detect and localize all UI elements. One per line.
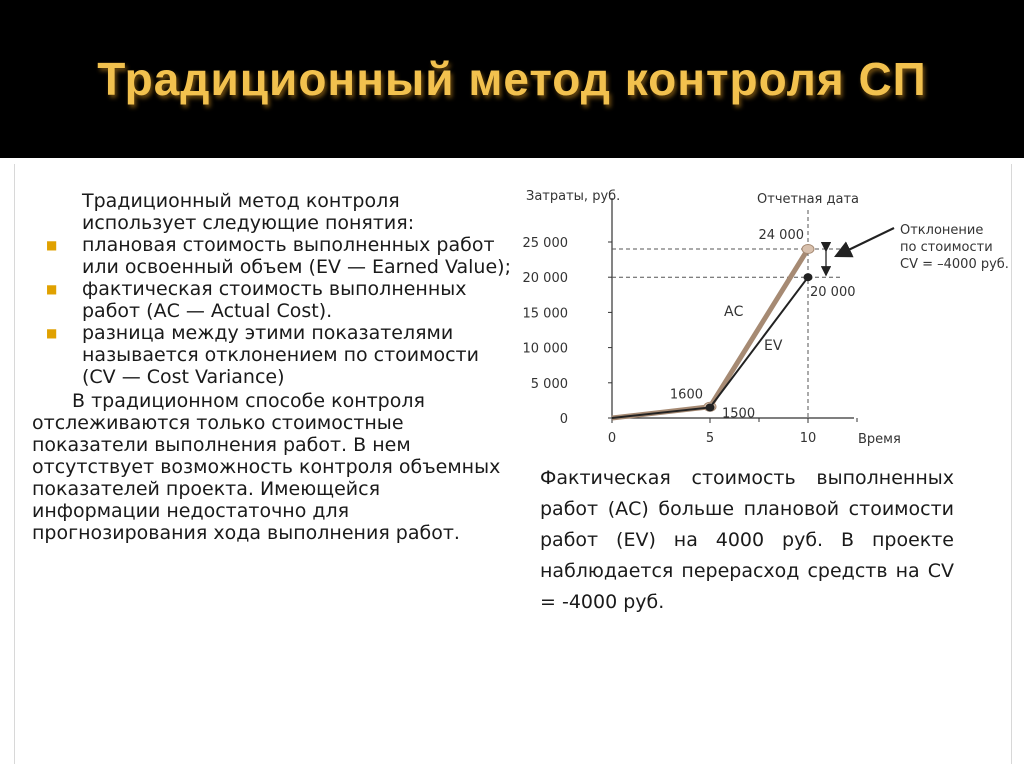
y-tick-label: 25 000 xyxy=(522,236,568,251)
report-date-label: Отчетная дата xyxy=(757,192,859,207)
annotation-arrow xyxy=(836,228,894,256)
x-tick-label: 10 xyxy=(799,431,817,446)
bullet-text: разница между этими показателями называется отклонением по стоимости (CV — Cost Variance) xyxy=(82,322,479,388)
x-tick-label: 5 xyxy=(705,431,715,446)
data-point xyxy=(802,245,814,254)
bullet-text: плановая стоимость выполненных работ или освоенный объем (EV — Earned Value); xyxy=(82,234,511,278)
bullet-icon: ■ xyxy=(46,238,58,252)
bullet-item xyxy=(32,234,512,278)
cv-annotation xyxy=(900,223,1009,272)
cv-annotation-line: Отклонение xyxy=(900,223,984,238)
cost-chart xyxy=(510,176,1020,456)
series-name-label: EV xyxy=(764,338,783,354)
x-tick-label: 0 xyxy=(607,431,617,446)
bullet-item xyxy=(32,322,512,388)
left-text-block xyxy=(32,190,512,544)
data-label: 24 000 xyxy=(758,228,804,244)
y-tick-label: 5 000 xyxy=(530,376,568,392)
bullet-list xyxy=(32,234,512,388)
y-axis-title: Затраты, руб. xyxy=(526,189,621,204)
title-bar xyxy=(0,0,1024,158)
y-tick-label: 15 000 xyxy=(522,306,568,322)
y-tick-label: 20 000 xyxy=(522,271,568,287)
bullet-icon: ■ xyxy=(46,326,58,340)
bullet-item xyxy=(32,278,512,322)
intro-text: Традиционный метод контроля использует следующие понятия: xyxy=(82,190,415,234)
series-line-ac xyxy=(612,249,808,418)
y-tick-label: 0 xyxy=(559,412,568,427)
paragraph-first-line: В традиционном способе контроля xyxy=(72,390,425,412)
y-tick-label: 10 000 xyxy=(522,341,568,357)
data-point xyxy=(706,404,714,411)
bullet-icon: ■ xyxy=(46,282,58,296)
slide-title: Традиционный метод контроля СП xyxy=(97,53,927,105)
paragraph-text: отслеживаются только стоимостные показатели выполнения работ. В нем отсутствует возможность контроля объемных показателей проекта. Имеющейся информации недостаточно для прогнозирования хода выполнения работ. xyxy=(32,412,501,544)
data-point xyxy=(804,274,812,281)
data-label: 1600 xyxy=(669,387,703,403)
chart-series xyxy=(612,245,814,418)
data-label: 20 000 xyxy=(810,285,856,301)
x-axis-title: Время xyxy=(858,432,901,447)
data-label: 1500 xyxy=(722,406,756,422)
caption-text: Фактическая стоимость выполненных работ (АС) больше плановой стоимости работ (EV) на 4000 руб. В проекте наблюдается перерасход средств на CV = -4000 руб. xyxy=(540,467,954,613)
chart-guides xyxy=(612,192,894,418)
cv-annotation-line: CV = –4000 руб. xyxy=(900,257,1009,272)
cv-annotation-line: по стоимости xyxy=(900,240,993,255)
series-name-label: АС xyxy=(724,304,744,320)
bullet-text: фактическая стоимость выполненных работ (АС — Actual Cost). xyxy=(82,278,467,322)
